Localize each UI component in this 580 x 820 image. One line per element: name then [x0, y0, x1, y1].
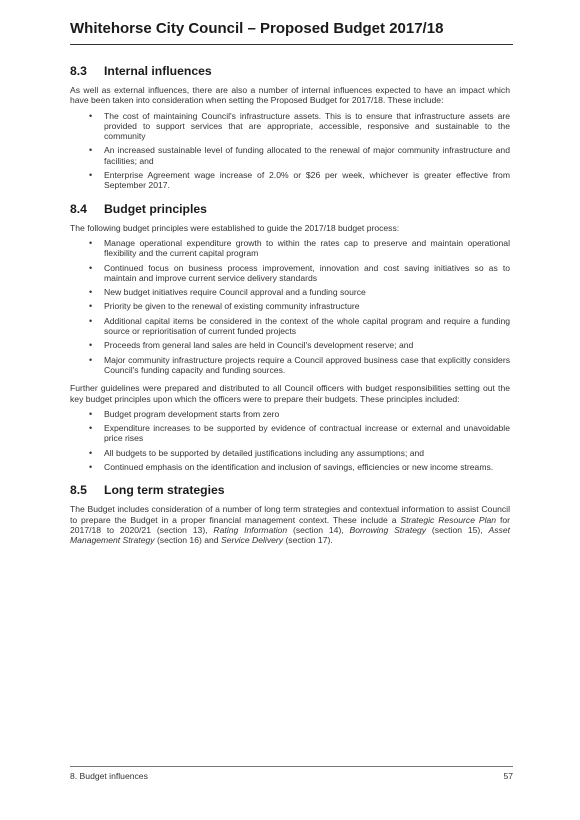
list-item: • New budget initiatives require Council approval and a funding source — [70, 287, 510, 297]
section-budget-principles — [70, 202, 510, 473]
list-item: • All budgets to be supported by detailed justifications including any assumptions; and — [70, 448, 510, 458]
section-heading — [70, 202, 510, 216]
strategy-title: Borrowing Strategy — [349, 524, 427, 535]
list-item: • Budget program development starts from zero — [70, 409, 510, 419]
paragraph-text: (section 14), — [287, 524, 350, 535]
section-number: 8.3 — [70, 64, 87, 78]
list-item: • Additional capital items be considered in the context of the whole capital program and require a funding source or reprioritisation of current funded projects — [70, 316, 510, 337]
list-item: • Manage operational expenditure growth to within the rates cap to preserve and maintain operational flexibility and the current capital program — [70, 238, 510, 259]
list-item: • Continued focus on business process improvement, innovation and cost saving initiatives so as to maintain and improve current service delivery standards — [70, 263, 510, 284]
bullet-list — [70, 238, 510, 375]
list-item: • Major community infrastructure projects require a Council approved business case that explicitly considers Council's funding capacity and funding sources. — [70, 355, 510, 376]
section-heading — [70, 483, 510, 497]
section-paragraph: Further guidelines were prepared and distributed to all Council officers with budget responsibilities setting out the key budget principles upon which the officers were to prepare their budgets. These principles included: — [70, 383, 510, 404]
list-item: • Proceeds from general land sales are held in Council's development reserve; and — [70, 340, 510, 350]
bullet-list — [70, 111, 510, 191]
section-long-term-strategies — [70, 483, 510, 545]
page-header-title: Whitehorse City Council – Proposed Budget 2017/18 — [70, 20, 444, 37]
list-item: • Enterprise Agreement wage increase of 2.0% or $26 per week, whichever is greater effective from September 2017. — [70, 170, 510, 191]
bullet-list — [70, 409, 510, 472]
page-footer — [70, 766, 513, 781]
section-title: Long term strategies — [104, 483, 225, 498]
list-item: • Expenditure increases to be supported by evidence of contractual increase or external and unavoidable price rises — [70, 423, 510, 444]
section-title: Budget principles — [104, 201, 207, 216]
page-number: 57 — [503, 771, 513, 781]
section-intro: As well as external influences, there are also a number of internal influences expected to have an impact which have been taken into consideration when setting the Proposed Budget for 2017/18. These include: — [70, 85, 510, 106]
paragraph-text: (section 16) and — [154, 535, 221, 546]
section-number: 8.5 — [70, 483, 87, 498]
strategy-title: Strategic Resource Plan — [400, 514, 497, 525]
section-paragraph — [70, 504, 510, 545]
page-content — [70, 64, 510, 557]
strategy-title: Asset Management Strategy — [70, 524, 511, 546]
list-item: • Continued emphasis on the identification and inclusion of savings, efficiencies or new income streams. — [70, 462, 510, 472]
section-internal-influences — [70, 64, 510, 191]
section-intro: The following budget principles were established to guide the 2017/18 budget process: — [70, 222, 400, 233]
paragraph-text: (section 17). — [283, 535, 333, 546]
list-item: • Priority be given to the renewal of existing community infrastructure — [70, 301, 510, 311]
paragraph-text: for 2017/18 to 2020/21 (section 13), — [70, 514, 510, 535]
page-header — [70, 20, 513, 45]
strategy-title: Service Delivery — [220, 535, 284, 546]
section-heading — [70, 64, 510, 78]
strategy-title: Rating Information — [213, 524, 288, 535]
paragraph-text: (section 15), — [426, 524, 489, 535]
section-number: 8.4 — [70, 201, 87, 216]
section-title: Internal influences — [104, 64, 212, 78]
paragraph-text: The Budget includes consideration of a number of long term strategies and contextual information to assist Council to prepare the Budget in a proper financial management context. These include a — [70, 504, 510, 525]
list-item: • The cost of maintaining Council's infrastructure assets. This is to ensure that infrastructure assets are provided to support services that are appropriate, accessible, responsive and sustainable to the community — [70, 111, 510, 142]
footer-label: 8. Budget influences — [70, 771, 148, 781]
list-item: • An increased sustainable level of funding allocated to the renewal of major community infrastructure and facilities; and — [70, 145, 510, 166]
